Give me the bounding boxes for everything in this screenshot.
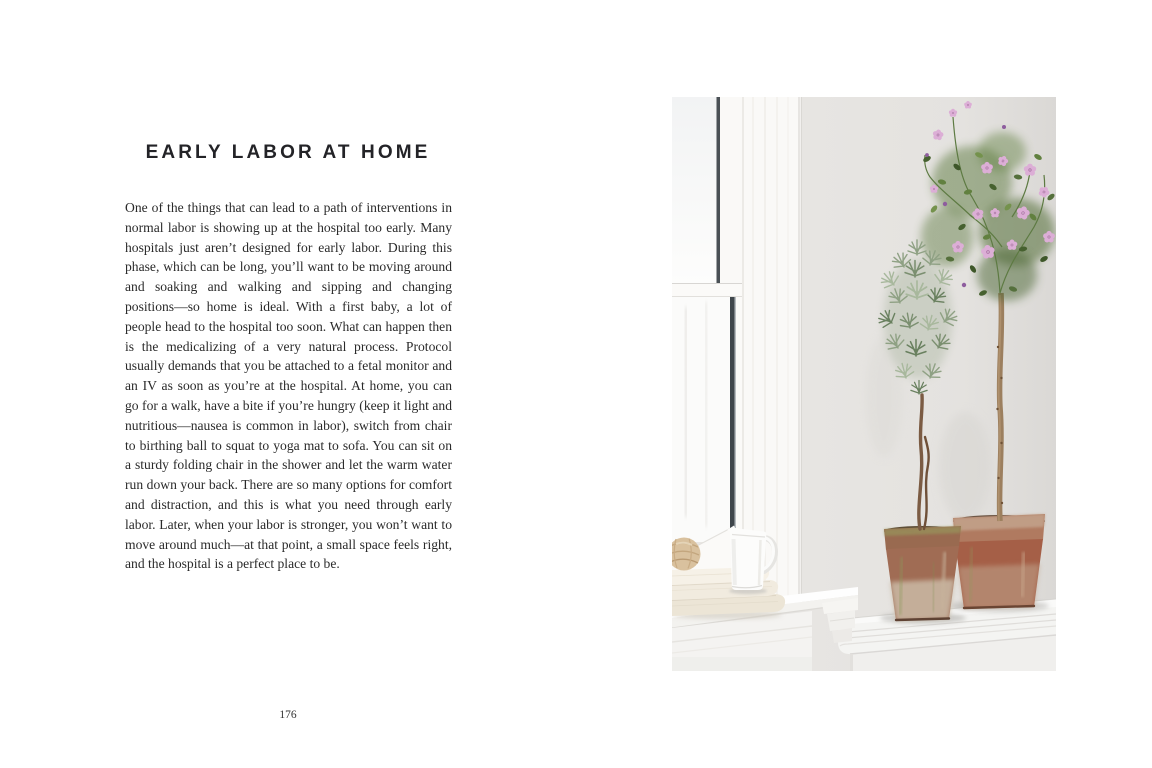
terracotta-pot-right [953, 514, 1045, 609]
terracotta-pot-left [884, 526, 961, 621]
window-glass-lower [672, 297, 730, 542]
chapter-heading: EARLY LABOR AT HOME [145, 142, 431, 163]
window-sash-edge [730, 297, 735, 529]
right-page [576, 0, 1152, 768]
body-paragraph: One of the things that can lead to a path of interventions in normal labor is showing up at the hospital too early. Many hospitals just aren’t designed for early labor. During this phase, which can be long, you’ll want to be moving around and soaking and walking and sipping and changing positions—so home is ideal. With a first baby, a lot of people head to the hospital too soon. What can happen then is the medicalizing of a very natural process. Protocol usually demands that you be attached to a fetal monitor and an IV as soon as you’re at the hospital. At home, you can go for a walk, have a bite if you’re hungry (keep it light and nutritious—nausea is common in labor), switch from chair to birthing ball to squat to yoga mat to sofa. You can sit on a sturdy folding chair in the shower and let the warm water run down your back. There are so many options for comfort and distraction, and this is what you need through early labor. Later, when your labor is stronger, you won’t want to move around much—at that point, a small space feels right, and the hospital is a perfect place to be. [125, 200, 452, 572]
folded-towels [672, 567, 785, 619]
window-sash-edge [717, 97, 721, 284]
photo-potted-plants-by-window [672, 97, 1056, 671]
window-glass-upper [672, 97, 720, 284]
page-number: 176 [279, 709, 297, 721]
window-meeting-rail [672, 283, 742, 297]
